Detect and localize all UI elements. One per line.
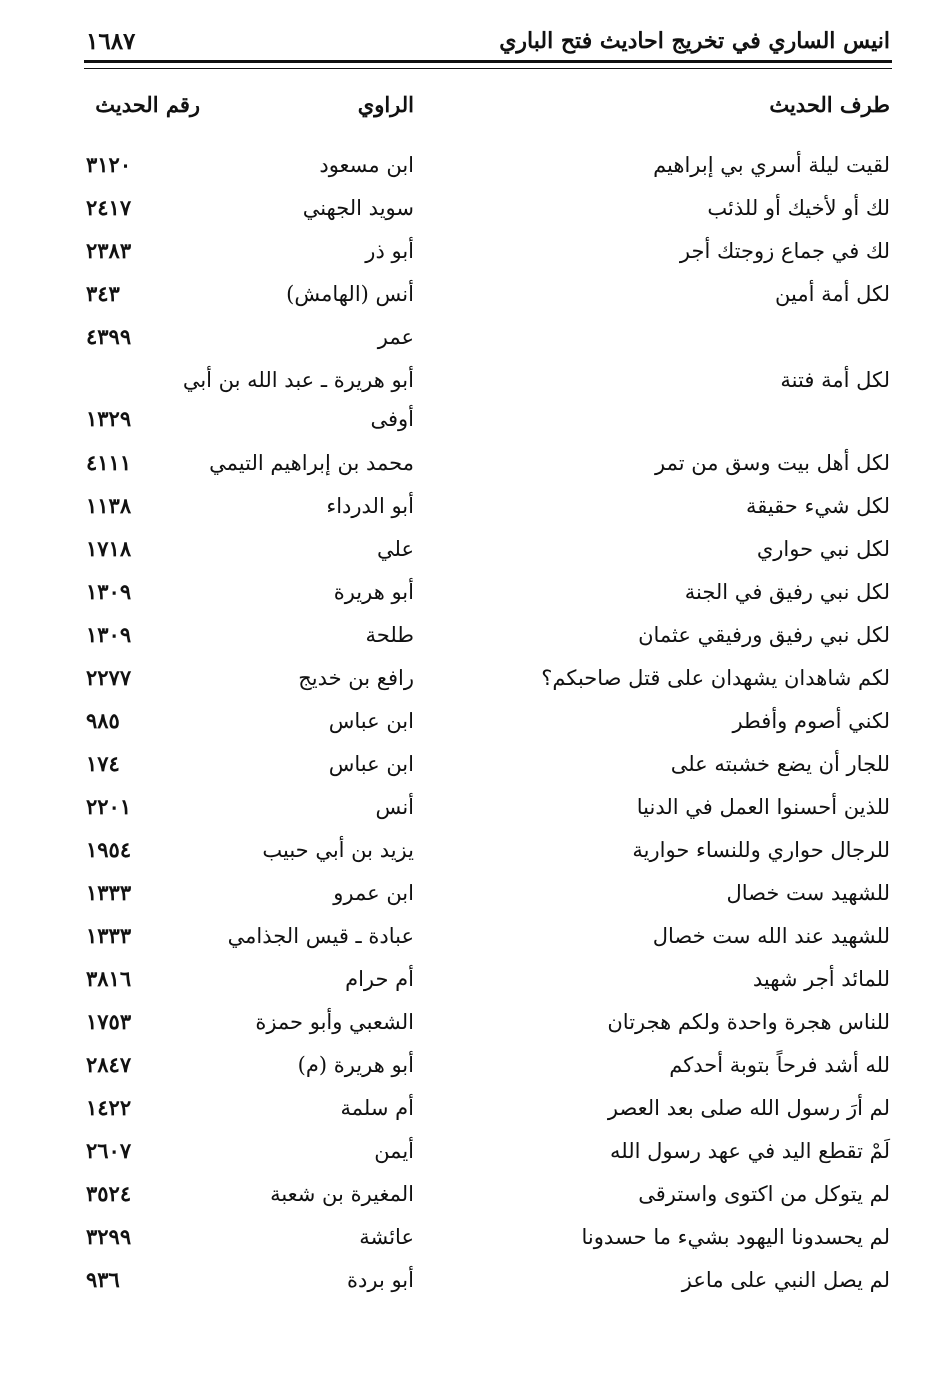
hadith-number: ٣٨١٦ [86, 966, 132, 991]
list-item [0, 322, 942, 360]
hadith-text: لكل أمة فتنة [780, 368, 890, 392]
list-item [0, 534, 942, 572]
narrator-name: محمد بن إبراهيم التيمي [209, 451, 414, 475]
hadith-text: لَمْ تقطع اليد في عهد رسول الله [610, 1139, 890, 1163]
hadith-number: ١٣٣٣ [86, 923, 132, 948]
hadith-number: ٢٦٠٧ [86, 1138, 132, 1163]
narrator-name: أبو هريرة (م) [297, 1053, 414, 1077]
hadith-number: ١٧٤ [86, 751, 120, 776]
hadith-number: ١٣٠٩ [86, 579, 132, 604]
hadith-number: ٣١٢٠ [86, 152, 132, 177]
narrator-name: سويد الجهني [302, 196, 414, 220]
list-item [0, 663, 942, 701]
hadith-number: ٤٣٩٩ [86, 324, 132, 349]
hadith-text: للمائد أجر شهيد [752, 967, 890, 991]
narrator-name: عمر [377, 325, 414, 349]
column-header-narrator: الراوي [357, 92, 414, 117]
narrator-name: طلحة [365, 623, 414, 647]
hadith-text: للشهيد عند الله ست خصال [652, 924, 890, 948]
hadith-text: لكني أصوم وأفطر [732, 709, 890, 733]
narrator-name: أوفى [370, 407, 414, 431]
list-item [0, 193, 942, 231]
hadith-number: ٢٨٤٧ [86, 1052, 132, 1077]
hadith-text: لكل شيء حقيقة [745, 494, 890, 518]
list-item [0, 1093, 942, 1131]
hadith-number: ٢٣٨٣ [86, 238, 132, 263]
hadith-text: لم أرَ رسول الله صلى بعد العصر [607, 1096, 890, 1120]
narrator-name: عبادة ـ قيس الجذامي [227, 924, 414, 948]
hadith-text: لم يتوكل من اكتوى واسترقى [638, 1182, 890, 1206]
hadith-number: ١٤٢٢ [86, 1095, 132, 1120]
hadith-number: ٣٤٣ [86, 281, 120, 306]
narrator-name: أبو الدرداء [326, 494, 414, 518]
narrator-name: أبو ذر [365, 239, 414, 263]
narrator-name: أنس [375, 795, 414, 819]
list-item [0, 365, 942, 403]
hadith-text: لكل نبي حواري [756, 537, 890, 561]
hadith-number: ٩٨٥ [86, 708, 120, 733]
narrator-name: المغيرة بن شعبة [270, 1182, 414, 1206]
narrator-name: عائشة [359, 1225, 414, 1249]
narrator-name: أم حرام [345, 967, 414, 991]
hadith-text: لكل نبي رفيق في الجنة [684, 580, 890, 604]
narrator-name: أبو هريرة ـ عبد الله بن أبي [182, 368, 414, 392]
narrator-name: أبو بردة [347, 1268, 414, 1292]
narrator-name: أم سلمة [340, 1096, 414, 1120]
hadith-text: للرجال حواري وللنساء حوارية [632, 838, 890, 862]
narrator-name: أيمن [374, 1139, 414, 1163]
list-item [0, 491, 942, 529]
list-item [0, 878, 942, 916]
hadith-text: للذين أحسنوا العمل في الدنيا [636, 795, 890, 819]
hadith-text: لك في جماع زوجتك أجر [679, 239, 890, 263]
list-item [0, 749, 942, 787]
narrator-name: أنس (الهامش) [286, 282, 414, 306]
hadith-number: ١٣٢٩ [86, 406, 132, 431]
narrator-name: أبو هريرة [333, 580, 414, 604]
narrator-name: ابن مسعود [319, 153, 414, 177]
list-item [0, 792, 942, 830]
hadith-text: للجار أن يضع خشبته على [670, 752, 890, 776]
page-number: ١٦٨٧ [86, 28, 136, 55]
hadith-number: ١١٣٨ [86, 493, 132, 518]
list-item [0, 577, 942, 615]
column-header-number: رقم الحديث [95, 92, 200, 117]
hadith-number: ٩٣٦ [86, 1267, 120, 1292]
hadith-number: ٢٤١٧ [86, 195, 132, 220]
hadith-text: لكل نبي رفيق ورفيقي عثمان [638, 623, 890, 647]
list-item [0, 279, 942, 317]
hadith-text: لكل أمة أمين [775, 282, 890, 306]
list-item [0, 921, 942, 959]
hadith-text: لكم شاهدان يشهدان على قتل صاحبكم؟ [541, 666, 890, 690]
list-item [0, 236, 942, 274]
hadith-text: لك أو لأخيك أو للذئب [707, 196, 890, 220]
hadith-text: لقيت ليلة أسري بي إبراهيم [653, 153, 890, 177]
hadith-text: لله أشد فرحاً بتوبة أحدكم [669, 1053, 890, 1077]
hadith-number: ١٣٠٩ [86, 622, 132, 647]
hadith-number: ٤١١١ [86, 450, 132, 475]
hadith-text: لم يحسدونا اليهود بشيء ما حسدونا [581, 1225, 890, 1249]
hadith-text: لم يصل النبي على ماعز [681, 1268, 890, 1292]
narrator-name: يزيد بن أبي حبيب [262, 838, 414, 862]
column-header-hadith: طرف الحديث [769, 92, 890, 117]
list-item [0, 706, 942, 744]
list-item [0, 448, 942, 486]
narrator-name: رافع بن خديج [298, 666, 414, 690]
list-item [0, 1265, 942, 1303]
list-item [0, 1179, 942, 1217]
narrator-name: ابن عباس [328, 752, 414, 776]
hadith-number: ١٩٥٤ [86, 837, 132, 862]
list-item [0, 620, 942, 658]
list-item [0, 150, 942, 188]
list-item [0, 1222, 942, 1260]
hadith-text: للشهيد ست خصال [726, 881, 890, 905]
book-title: انيس الساري في تخريج احاديث فتح الباري [499, 28, 890, 54]
list-item [0, 1136, 942, 1174]
narrator-name: ابن عمرو [333, 881, 414, 905]
narrator-name: الشعبي وأبو حمزة [255, 1010, 414, 1034]
hadith-number: ١٣٣٣ [86, 880, 132, 905]
list-item [0, 1007, 942, 1045]
hadith-number: ٢٢٧٧ [86, 665, 132, 690]
narrator-name: علي [377, 537, 414, 561]
list-item [0, 835, 942, 873]
hadith-number: ١٧٥٣ [86, 1009, 132, 1034]
narrator-name: ابن عباس [328, 709, 414, 733]
hadith-number: ١٧١٨ [86, 536, 132, 561]
list-item [0, 404, 942, 442]
hadith-text: لكل أهل بيت وسق من تمر [655, 451, 890, 475]
list-item [0, 1050, 942, 1088]
list-item [0, 964, 942, 1002]
hadith-number: ٣٥٢٤ [86, 1181, 132, 1206]
hadith-number: ٢٢٠١ [86, 794, 132, 819]
hadith-text: للناس هجرة واحدة ولكم هجرتان [607, 1010, 890, 1034]
hadith-number: ٣٢٩٩ [86, 1224, 132, 1249]
